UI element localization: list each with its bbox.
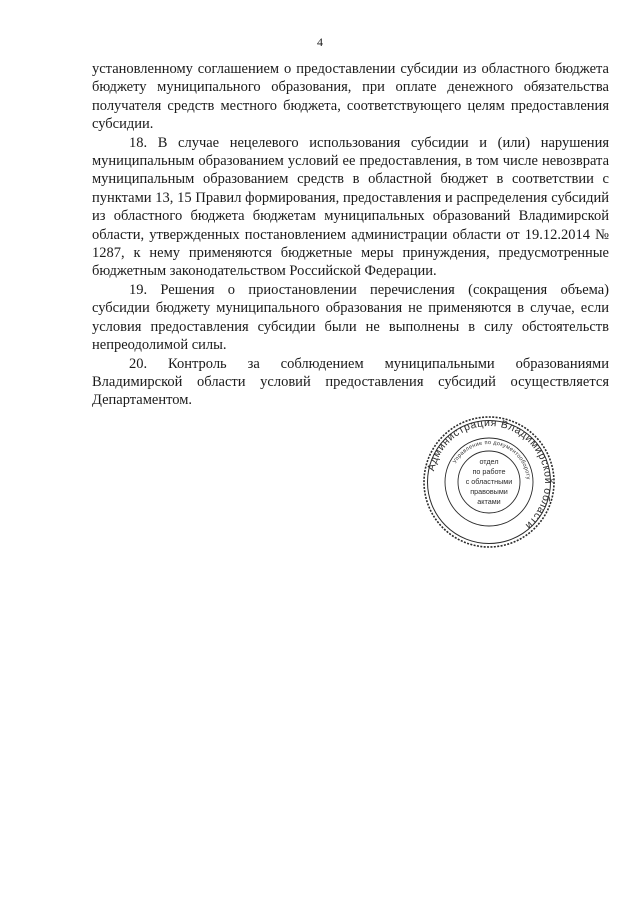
paragraph-20: 20. Контроль за соблюдением муниципальными образованиями Владимирской области условий предоставления субсидий осуществляется Департаментом. bbox=[92, 355, 609, 409]
paragraph-19: 19. Решения о приостановлении перечисления (сокращения объема) субсидии бюджету муниципального образования не применяются в случае, если условия предоставления субсидии были не выполнены в силу обстоятельств непреодолимой силы. bbox=[92, 281, 609, 354]
stamp-center-line: отдел bbox=[479, 457, 499, 466]
stamp-seal bbox=[422, 415, 556, 549]
stamp-center-line: правовыми bbox=[470, 487, 508, 496]
paragraph-18: 18. В случае нецелевого использования субсидии и (или) нарушения муниципальным образованием условий ее предоставления, в том числе невозврата муниципальным образованием средств в областной бюджет в соответствии с пунктами 13, 15 Правил формирования, предоставления и распределения субсидий из областного бюджета бюджетам муниципальных образований Владимирской области, утвержденных постановлением администрации области от 19.12.2014 № 1287, к нему применяются бюджетные меры принуждения, предусмотренные бюджетным законодательством Российской Федерации. bbox=[92, 134, 609, 280]
stamp-outer-text: Администрация Владимирской области bbox=[425, 416, 555, 533]
paragraph-continuation: установленному соглашением о предоставлении субсидии из областного бюджета бюджету муниципального образования, при оплате денежного обязательства получателя средств местного бюджета, соответствующего целям предоставления субсидии. bbox=[92, 61, 609, 133]
stamp-center-line: по работе bbox=[472, 467, 506, 476]
stamp-center-line: с областными bbox=[465, 477, 513, 486]
stamp-inner-text: Управление по документообороту bbox=[452, 439, 531, 481]
document-body bbox=[92, 60, 609, 410]
page-number: 4 bbox=[317, 35, 323, 49]
stamp-center-line: актами bbox=[477, 497, 501, 506]
official-stamp bbox=[422, 415, 556, 549]
